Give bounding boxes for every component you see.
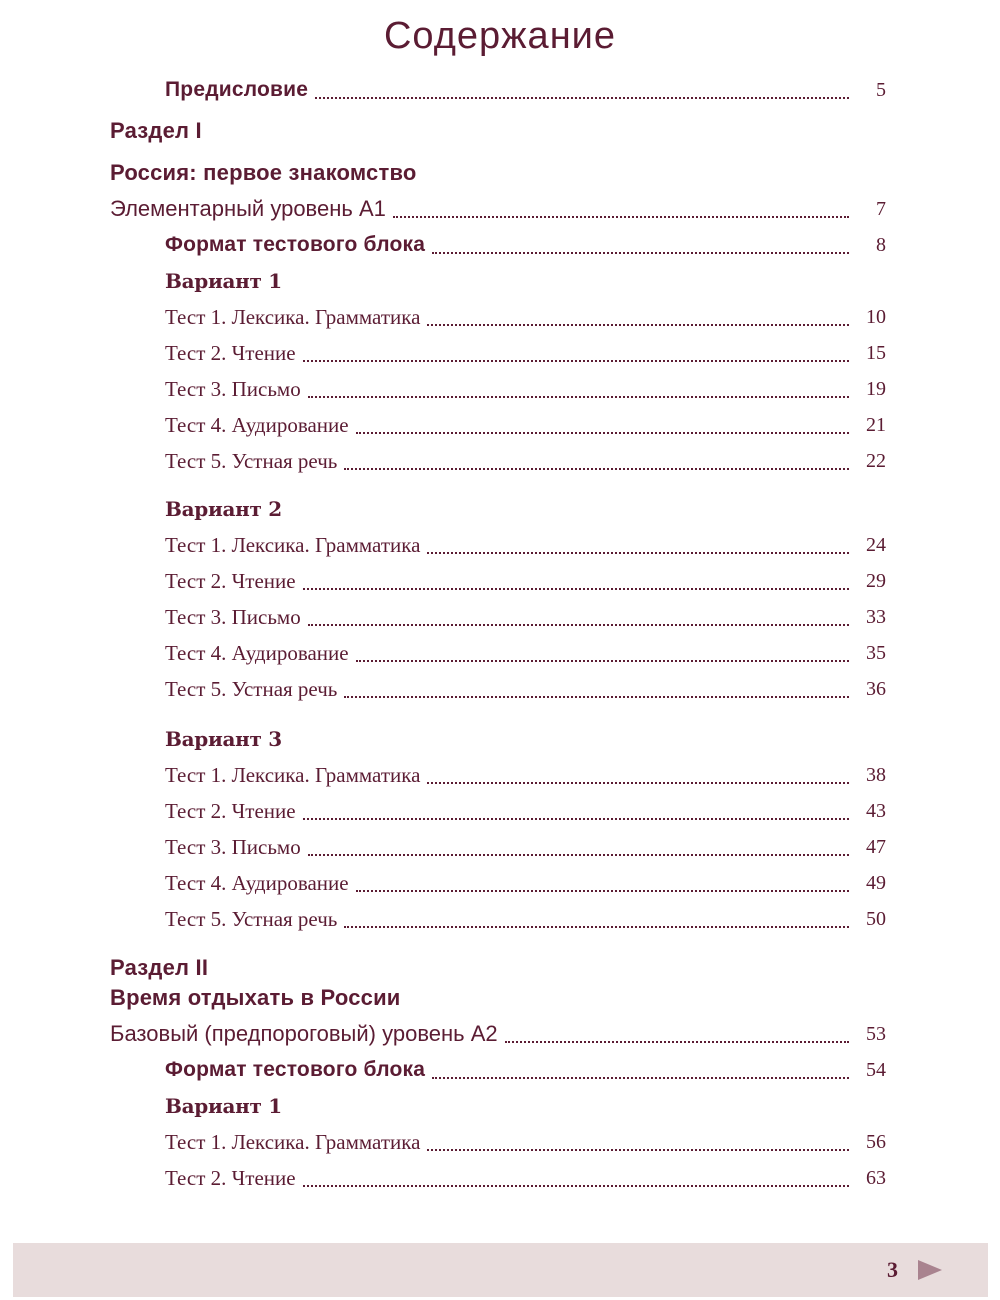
- page-number: 5: [876, 79, 886, 101]
- dot-leader: [303, 1185, 849, 1187]
- page-number: 47: [866, 836, 886, 858]
- toc-entry-label: Тест 2. Чтение: [165, 1166, 296, 1190]
- toc-section-heading: [110, 113, 886, 149]
- page-number: 15: [866, 342, 886, 364]
- page-number: 36: [866, 678, 886, 700]
- dot-leader: [427, 1149, 849, 1151]
- page-number: 22: [866, 450, 886, 472]
- toc-section-label: Россия: первое знакомство: [110, 160, 417, 185]
- toc-entry-label: Тест 5. Устная речь: [165, 449, 338, 473]
- dot-leader: [427, 552, 849, 554]
- toc-entry-label: Тест 3. Письмо: [165, 835, 301, 859]
- dot-leader: [393, 216, 849, 218]
- toc-variant-label: Вариант 2: [165, 497, 282, 521]
- toc-entry-label: Элементарный уровень А1: [110, 196, 386, 221]
- toc-variant-heading: [110, 1088, 886, 1124]
- toc-entry-label: Тест 4. Аудирование: [165, 641, 349, 665]
- toc-entry: [110, 829, 886, 865]
- toc-entry-label: Тест 1. Лексика. Грамматика: [165, 533, 421, 557]
- toc-entry: [110, 563, 886, 599]
- page-number: 24: [866, 534, 886, 556]
- toc-entry-label: Тест 1. Лексика. Грамматика: [165, 1130, 421, 1154]
- toc-entry: [110, 371, 886, 407]
- toc-entry: [110, 443, 886, 479]
- page-number: 63: [866, 1167, 886, 1189]
- toc-entry: [110, 407, 886, 443]
- dot-leader: [308, 854, 849, 856]
- toc-entry: [110, 1160, 886, 1196]
- toc-entry: [110, 901, 886, 937]
- dot-leader: [308, 396, 849, 398]
- toc-entry: [110, 671, 886, 707]
- toc-entry-label: Формат тестового блока: [165, 1058, 426, 1081]
- toc-entry-label: Тест 1. Лексика. Грамматика: [165, 763, 421, 787]
- page-number: 21: [866, 414, 886, 436]
- toc-entry-label: Тест 2. Чтение: [165, 341, 296, 365]
- toc-variant-label: Вариант 1: [165, 269, 282, 293]
- toc-entry-label: Тест 4. Аудирование: [165, 871, 349, 895]
- toc-variant-label: Вариант 1: [165, 1094, 282, 1118]
- toc-entry-label: Формат тестового блока: [165, 233, 426, 256]
- toc-entry-label: Тест 1. Лексика. Грамматика: [165, 305, 421, 329]
- page-number: 43: [866, 800, 886, 822]
- dot-leader: [427, 782, 849, 784]
- toc-variant-heading: [110, 491, 886, 527]
- toc-entry: [110, 793, 886, 829]
- page-number: 8: [876, 234, 886, 256]
- toc-entry: [110, 1016, 886, 1052]
- toc-entry-label: Тест 2. Чтение: [165, 799, 296, 823]
- toc-entry: [110, 191, 886, 227]
- toc-entry: [110, 757, 886, 793]
- toc-section-heading: [110, 155, 886, 191]
- toc-entry: [110, 299, 886, 335]
- toc-entry: [110, 865, 886, 901]
- toc-entry: [110, 1124, 886, 1160]
- dot-leader: [303, 360, 849, 362]
- toc-section-heading: [110, 980, 886, 1016]
- page-number: 19: [866, 378, 886, 400]
- page-number: 7: [876, 198, 886, 220]
- page-title: Содержание: [383, 15, 617, 57]
- dot-leader: [356, 432, 849, 434]
- toc-entry-label: Предисловие: [165, 78, 309, 101]
- toc-entry: [110, 335, 886, 371]
- dot-leader: [432, 252, 849, 254]
- table-of-contents: [0, 72, 1000, 1196]
- dot-leader: [427, 324, 849, 326]
- dot-leader: [308, 624, 849, 626]
- next-page-arrow-icon: [918, 1260, 942, 1280]
- toc-section-label: Раздел I: [110, 118, 202, 143]
- page-number: 53: [866, 1023, 886, 1045]
- toc-variant-heading: [110, 721, 886, 757]
- toc-entry: [110, 599, 886, 635]
- page-number: 50: [866, 908, 886, 930]
- toc-section-label: Раздел II: [110, 955, 209, 980]
- dot-leader: [344, 696, 849, 698]
- toc-entry-label: Тест 5. Устная речь: [165, 907, 338, 931]
- page-number: 29: [866, 570, 886, 592]
- footer-bar: [13, 1243, 988, 1297]
- page-number: 35: [866, 642, 886, 664]
- dot-leader: [505, 1041, 849, 1043]
- toc-entry: [110, 227, 886, 263]
- page-number: 33: [866, 606, 886, 628]
- page-number: 49: [866, 872, 886, 894]
- dot-leader: [303, 818, 849, 820]
- toc-entry-label: Тест 2. Чтение: [165, 569, 296, 593]
- toc-entry: [110, 527, 886, 563]
- toc-variant-heading: [110, 263, 886, 299]
- page-number: 38: [866, 764, 886, 786]
- dot-leader: [344, 468, 849, 470]
- toc-entry-label: Тест 4. Аудирование: [165, 413, 349, 437]
- page-number: 56: [866, 1131, 886, 1153]
- toc-entry: [110, 1052, 886, 1088]
- toc-entry: [110, 635, 886, 671]
- toc-entry-label: Тест 3. Письмо: [165, 605, 301, 629]
- page-number: 54: [866, 1059, 886, 1081]
- dot-leader: [356, 890, 849, 892]
- dot-leader: [344, 926, 849, 928]
- dot-leader: [315, 97, 849, 99]
- toc-section-label: Время отдыхать в России: [110, 985, 401, 1010]
- dot-leader: [303, 588, 849, 590]
- toc-entry-label: Тест 5. Устная речь: [165, 677, 338, 701]
- toc-entry: [110, 72, 886, 108]
- dot-leader: [432, 1077, 849, 1079]
- toc-variant-label: Вариант 3: [165, 727, 282, 751]
- dot-leader: [356, 660, 849, 662]
- page-number: 10: [866, 306, 886, 328]
- footer-page-number: 3: [887, 1257, 898, 1282]
- toc-entry-label: Базовый (предпороговый) уровень А2: [110, 1021, 498, 1046]
- toc-entry-label: Тест 3. Письмо: [165, 377, 301, 401]
